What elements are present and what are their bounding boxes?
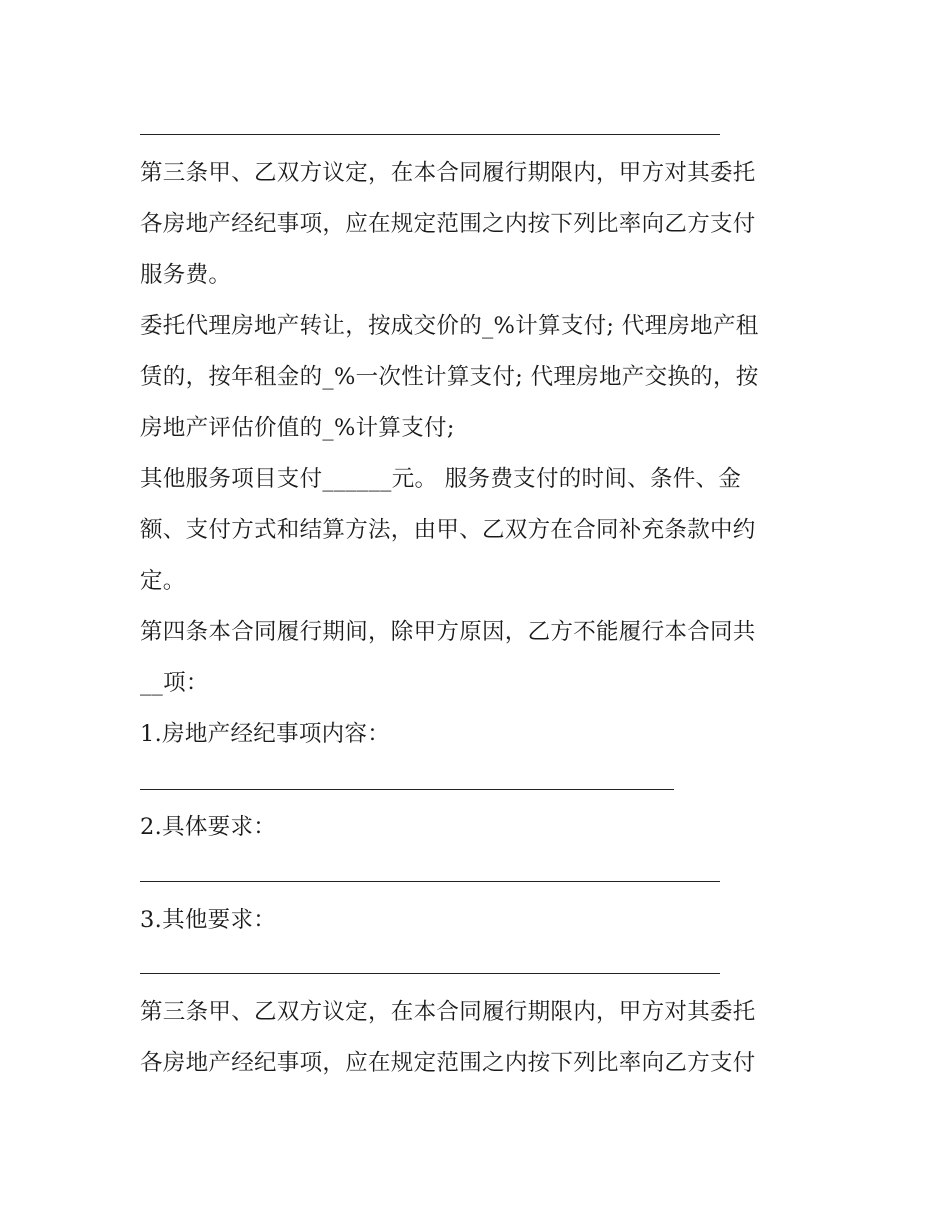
text-line: 额、支付方式和结算方法，由甲、乙双方在合同补充条款中约 — [140, 517, 756, 543]
blank-underline-top — [140, 134, 720, 135]
blank-underline-item-3 — [140, 973, 720, 974]
text-line: 1.房地产经纪事项内容： — [140, 721, 391, 747]
text-line: 赁的，按年租金的_%一次性计算支付; 代理房地产交换的，按 — [140, 364, 759, 390]
text-line: 委托代理房地产转让，按成交价的_%计算支付; 代理房地产租 — [140, 313, 759, 339]
text-line: 其他服务项目支付______元。 服务费支付的时间、条件、金 — [140, 466, 742, 492]
text-line: 各房地产经纪事项，应在规定范围之内按下列比率向乙方支付 — [140, 211, 756, 237]
text-line: 3.其他要求： — [140, 907, 277, 933]
blank-underline-item-1 — [140, 789, 674, 790]
text-line: 服务费。 — [140, 262, 232, 288]
blank-underline-item-2 — [140, 881, 720, 882]
text-line: __项： — [140, 670, 209, 696]
text-line: 2.具体要求： — [140, 814, 277, 840]
text-line: 第四条本合同履行期间，除甲方原因，乙方不能履行本合同共 — [140, 619, 756, 645]
text-line: 第三条甲、乙双方议定，在本合同履行期限内，甲方对其委托 — [140, 999, 756, 1025]
text-line: 各房地产经纪事项，应在规定范围之内按下列比率向乙方支付 — [140, 1050, 756, 1076]
text-line: 房地产评估价值的_%计算支付; — [140, 415, 455, 441]
text-line: 定。 — [140, 568, 186, 594]
text-line: 第三条甲、乙双方议定，在本合同履行期限内，甲方对其委托 — [140, 160, 756, 186]
